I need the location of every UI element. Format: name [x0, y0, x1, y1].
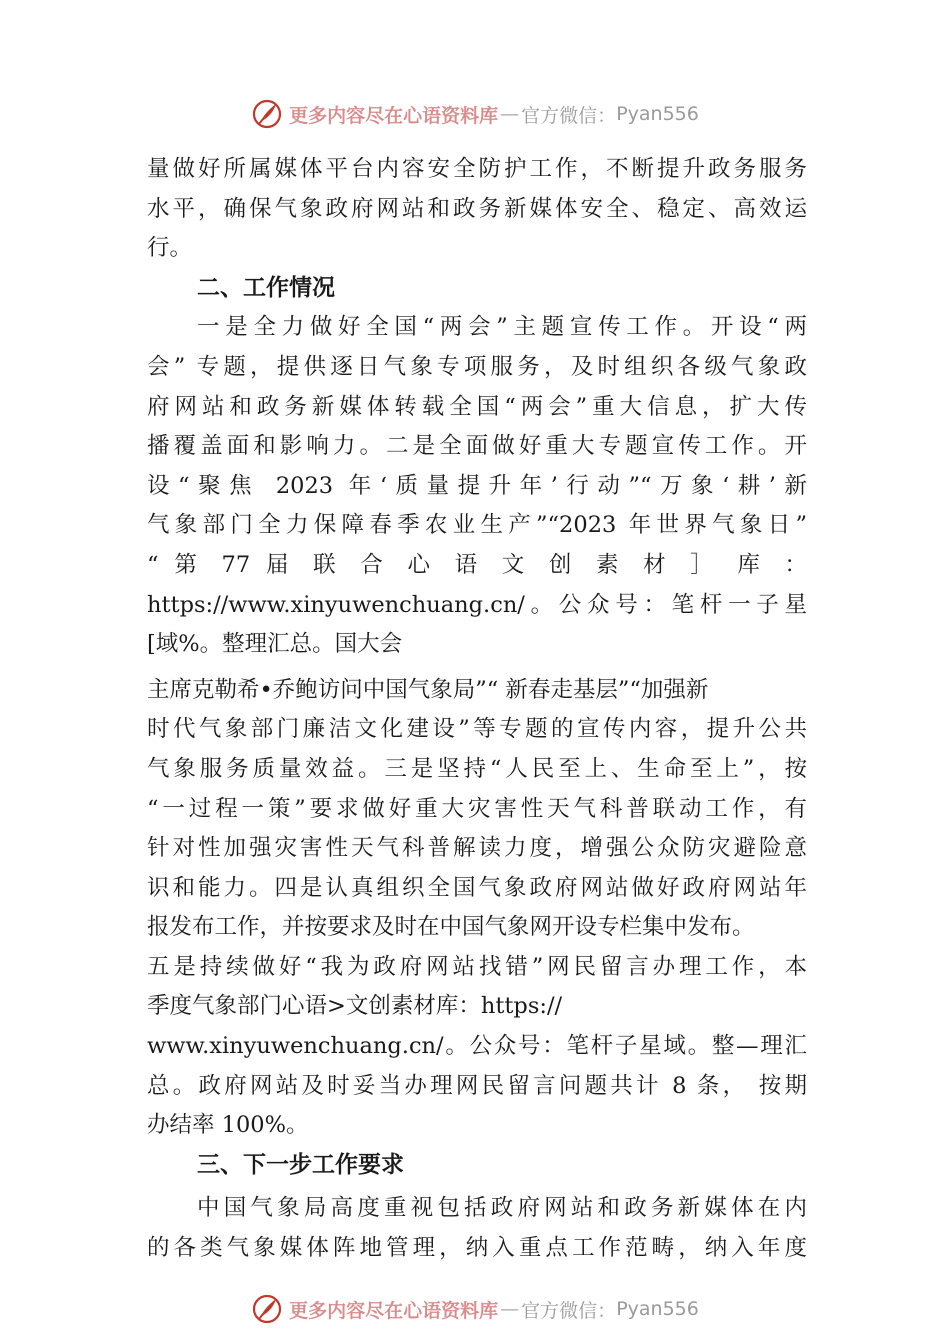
text-line: 播覆盖面和影响力。二是全面做好重大专题宣传工作。开 — [147, 433, 807, 460]
text-line: 的各类气象媒体阵地管理，纳入重点工作范畴，纳入年度 — [147, 1235, 807, 1262]
text-line: “一过程一策”要求做好重大灾害性天气科普联动工作，有 — [147, 795, 807, 822]
text-line: 识和能力。四是认真组织全国气象政府网站做好政府网站年 — [147, 874, 807, 901]
document-body — [147, 150, 807, 1269]
watermark-dash: — — [500, 103, 520, 125]
watermark-wechat-id: Pyan556 — [616, 1298, 699, 1320]
text-line: 季度气象部门心语>文创素材库：https:// — [147, 993, 563, 1020]
watermark-dash: — — [500, 1298, 520, 1320]
section-heading: 二、工作情况 — [197, 274, 335, 301]
text-line: “ 第 77 届 联 合 心 语 文 创 素 材 ］ 库 ： — [147, 551, 807, 578]
text-line: 时代气象部门廉洁文化建设”等专题的宣传内容，提升公共 — [147, 716, 807, 743]
text-line: 设“聚焦 2023 年‘质量提升年’行动”“万象‘耕’新 — [147, 472, 807, 499]
text-line: 会” 专题，提供逐日气象专项服务，及时组织各级气象政 — [147, 353, 807, 380]
text-line: [域%。整理汇总。国大会 — [147, 631, 403, 658]
text-line: 总。政府网站及时妥当办理网民留言问题共计 8 条， 按期 — [147, 1072, 807, 1099]
text-line: 一是全力做好全国“两会”主题宣传工作。开设“两 — [197, 314, 807, 341]
text-line: 府网站和政务新媒体转载全国“两会”重大信息，扩大传 — [147, 393, 807, 420]
watermark-banner-bottom — [0, 1289, 950, 1329]
watermark-brand: 更多内容尽在心语资料库 — [289, 104, 499, 127]
text-line: 水平，确保气象政府网站和政务新媒体安全、稳定、高效运 — [147, 195, 807, 222]
text-line: 主席克勒希•乔鲍访问中国气象局”“ 新春走基层”“加强新 — [147, 676, 709, 703]
watermark-wechat-id: Pyan556 — [616, 103, 699, 125]
text-line: https://www.xinyuwenchuang.cn/。公众号：笔杆一子星 — [147, 591, 807, 618]
text-line: 办结率 100%。 — [147, 1112, 309, 1139]
text-line: 气象服务质量效益。三是坚持“人民至上、生命至上”，按 — [147, 755, 807, 782]
quill-logo-icon — [251, 1293, 283, 1325]
text-line: 中国气象局高度重视包括政府网站和政务新媒体在内 — [197, 1195, 807, 1222]
text-line: 报发布工作，并按要求及时在中国气象网开设专栏集中发布。 — [147, 914, 755, 941]
watermark-brand: 更多内容尽在心语资料库 — [289, 1299, 499, 1322]
text-line: 针对性加强灾害性天气科普解读力度，增强公众防灾避险意 — [147, 835, 807, 862]
watermark-wechat-label: 官方微信： — [521, 1299, 617, 1322]
watermark-banner-top — [0, 94, 950, 134]
text-line: 行。 — [147, 235, 193, 262]
watermark-wechat-label: 官方微信： — [521, 104, 617, 127]
text-line: 气象部门全力保障春季农业生产”“2023 年世界气象日” — [147, 512, 807, 539]
quill-logo-icon — [251, 98, 283, 130]
text-line: 五是持续做好“我为政府网站找错”网民留言办理工作，本 — [147, 953, 807, 980]
text-line: 量做好所属媒体平台内容安全防护工作，不断提升政务服务 — [147, 156, 807, 182]
text-line: www.xinyuwenchuang.cn/。公众号：笔杆子星域。整—理汇 — [147, 1033, 807, 1060]
section-heading: 三、下一步工作要求 — [197, 1151, 404, 1178]
